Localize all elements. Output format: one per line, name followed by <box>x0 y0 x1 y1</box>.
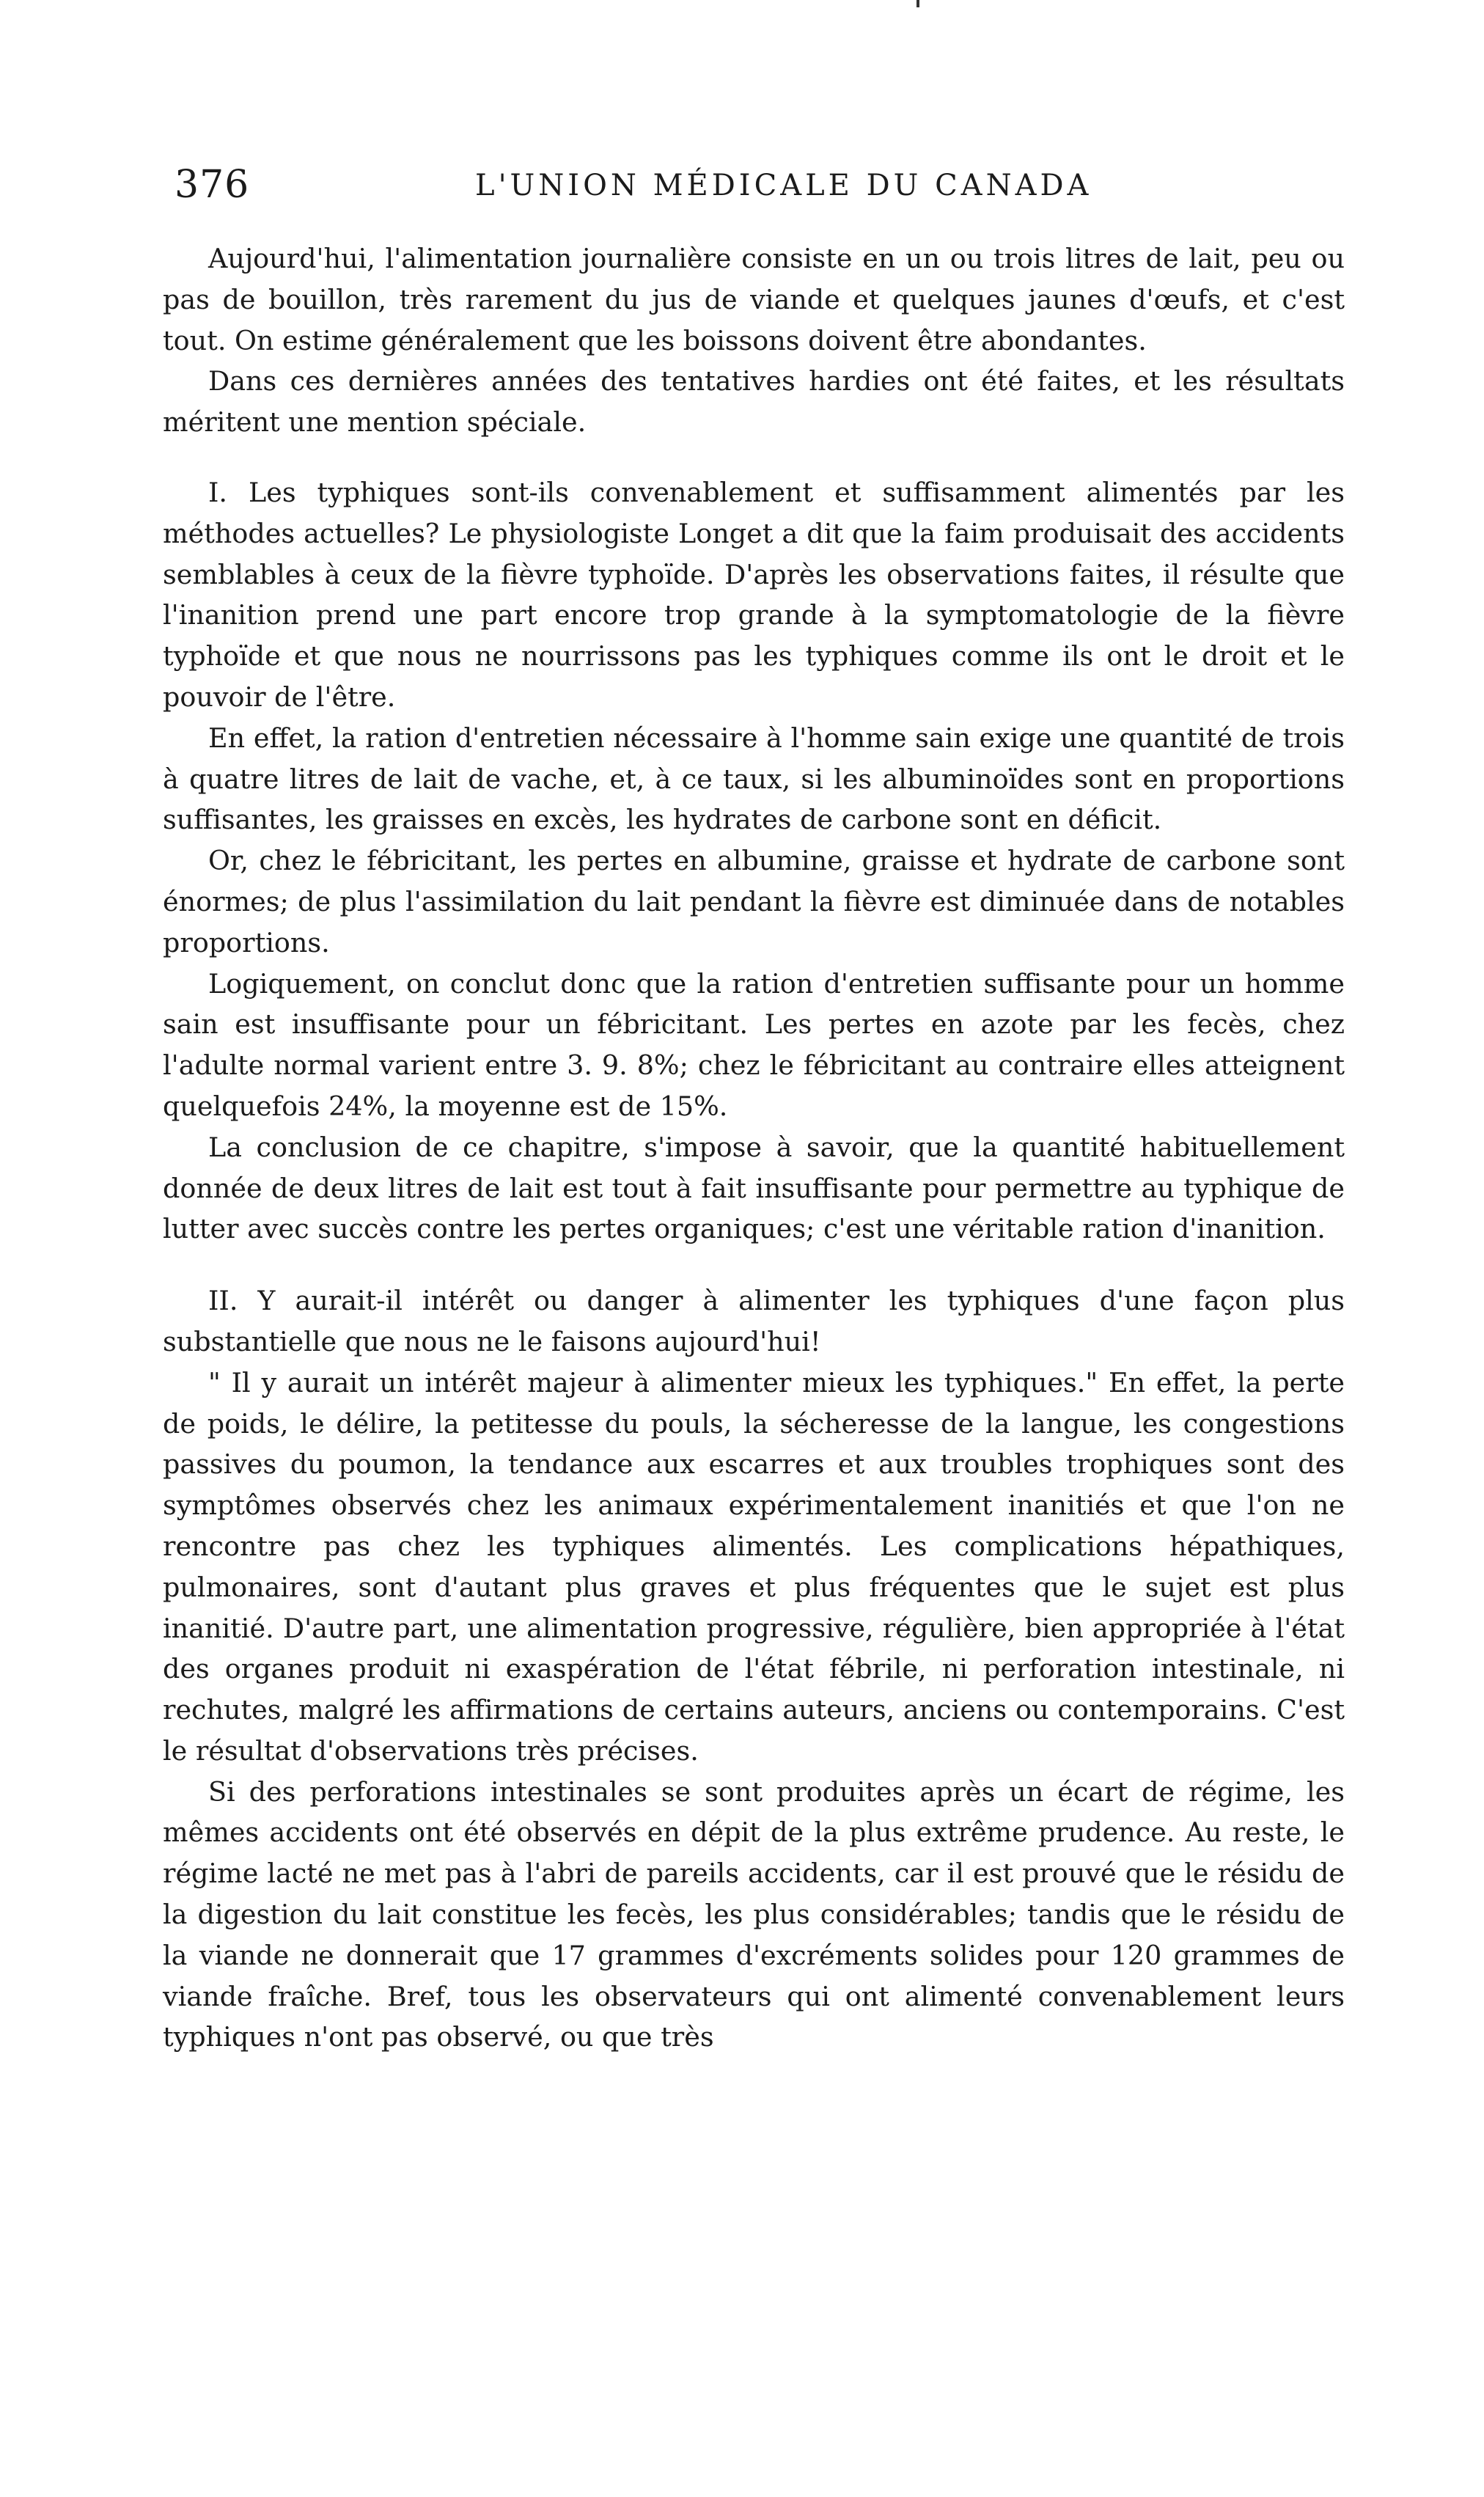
paragraph: " Il y aurait un intérêt majeur à alimenter mieux les typhiques." En effet, la perte de poids, le délire, la petitesse du pouls, la sécheresse de la langue, les congestions passives du poumon, la tendance aux escarres et aux troubles trophiques sont des symptômes observés chez les animaux expérimentalement inanitiés et que l'on ne rencontre pas chez les typhiques alimentés. Les complications hépathiques, pulmonaires, sont d'autant plus graves et plus fréquentes que le sujet est plus inanitié. D'autre part, une alimentation progressive, régulière, bien appropriée à l'état des organes produit ni exaspération de l'état fébrile, ni perforation intestinale, ni rechutes, malgré les affirmations de certains auteurs, anciens ou contemporains. C'est le résultat d'observations très précises. <box>163 1366 1345 1767</box>
page-header <box>175 163 1355 229</box>
section-one-paragraph: I. Les typhiques sont-ils convenablement et suffisamment alimentés par les méthodes actuelles? Le physiologiste Longet a dit que la faim produisait des accidents semblables à ceux de la fièvre typhoïde. D'après les observations faites, il résulte que l'inanition prend une part encore trop grande à la symptomatologie de la fièvre typhoïde et que nous ne nourrissons pas les typhiques comme ils ont le droit et le pouvoir de l'être. <box>163 476 1345 713</box>
running-title: L'UNION MÉDICALE DU CANADA <box>475 169 1092 202</box>
paragraph: Dans ces dernières années des tentatives hardies ont été faites, et les résultats méritent une mention spéciale. <box>163 365 1345 439</box>
paragraph: Or, chez le fébricitant, les pertes en albumine, graisse et hydrate de carbone sont énormes; de plus l'assimilation du lait pendant la fièvre est diminuée dans de notables proportions. <box>163 845 1345 958</box>
paragraph: Aujourd'hui, l'alimentation journalière consiste en un ou trois litres de lait, peu ou pas de bouillon, très rarement du jus de viande et quelques jaunes d'œufs, et c'est tout. On estime généralement que les boissons doivent être abondantes. <box>163 243 1345 356</box>
section-two-paragraph: II. Y aurait-il intérêt ou danger à alimenter les typhiques d'une façon plus substantielle que nous ne le faisons aujourd'hui! <box>163 1285 1345 1357</box>
page-number: 376 <box>175 163 250 207</box>
paragraph: En effet, la ration d'entretien nécessaire à l'homme sain exige une quantité de trois à quatre litres de lait de vache, et, à ce taux, si les albuminoïdes sont en proportions suffisantes, les graisses en excès, les hydrates de carbone sont en déficit. <box>163 722 1345 836</box>
paragraph: Si des perforations intestinales se sont produites après un écart de régime, les mêmes accidents ont été observés en dépit de la plus extrême prudence. Au reste, le régime lacté ne met pas à l'abri de pareils accidents, car il est prouvé que le résidu de la digestion du lait constitue les fecès, les plus considérables; tandis que le résidu de la viande ne donnerait que 17 grammes d'excréments solides pour 120 grammes de viande fraîche. Bref, tous les observateurs qui ont alimenté convenablement leurs typhiques n'ont pas observé, ou que très <box>163 1775 1345 2053</box>
article-body <box>163 238 1345 2058</box>
paragraph: Logiquement, on conclut donc que la ration d'entretien suffisante pour un homme sain est insuffisante pour un fébricitant. Les pertes en azote par les fecès, chez l'adulte normal varient entre 3. 9. 8%; chez le fébricitant au contraire elles atteignent quelquefois 24%, la moyenne est de 15%. <box>163 967 1345 1122</box>
print-mark <box>917 0 919 7</box>
paragraph: La conclusion de ce chapitre, s'impose à savoir, que la quantité habituellement donnée de deux litres de lait est tout à fait insuffisante pour permettre au typhique de lutter avec succès contre les pertes organiques; c'est une véritable ration d'inanition. <box>163 1131 1345 1245</box>
